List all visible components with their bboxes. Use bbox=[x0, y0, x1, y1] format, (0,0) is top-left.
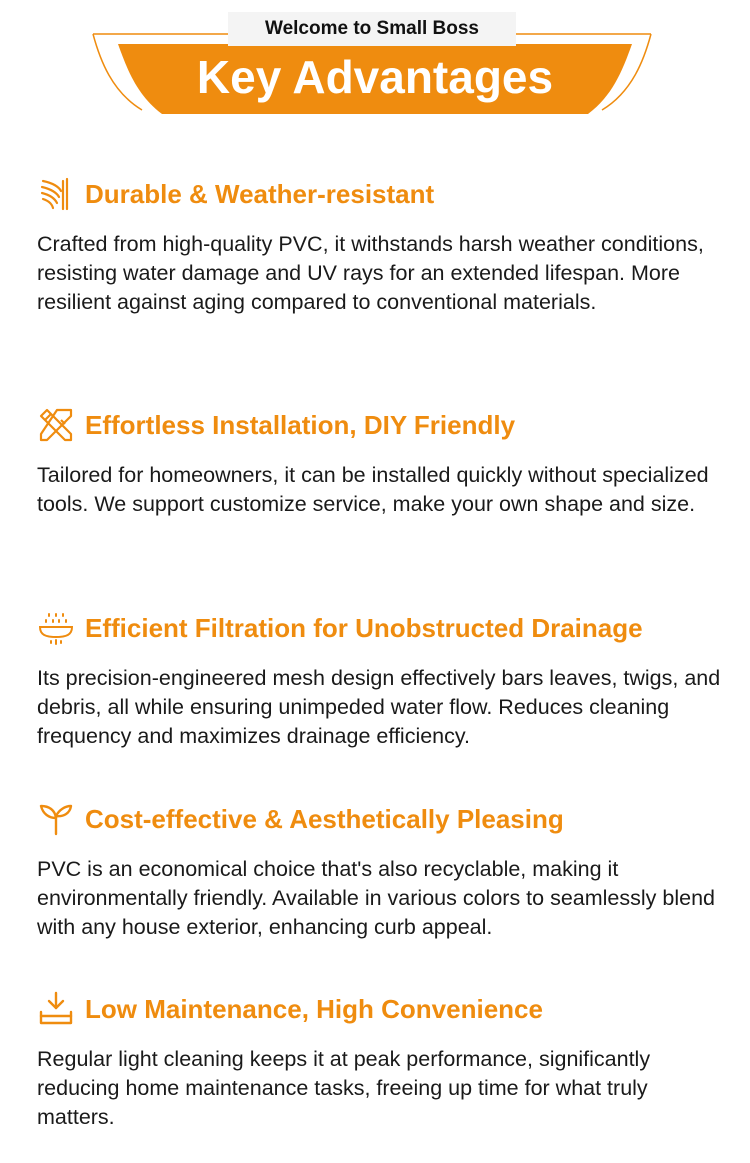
advantage-section-installation bbox=[37, 403, 727, 519]
section-body: Crafted from high-quality PVC, it withstands harsh weather conditions, resisting water damage and UV rays for an extended lifespan. More resilient against aging compared to conventional materials. bbox=[37, 232, 704, 314]
section-body: Regular light cleaning keeps it at peak performance, significantly reducing home maintenance tasks, freeing up time for what truly matters. bbox=[37, 1047, 651, 1129]
advantage-section-filtration bbox=[37, 606, 727, 751]
section-title: Low Maintenance, High Convenience bbox=[85, 993, 543, 1024]
subtitle: Welcome to Small Boss bbox=[228, 12, 516, 46]
header-banner bbox=[0, 0, 750, 130]
section-body: Its precision-engineered mesh design effectively bars leaves, twigs, and debris, all while ensuring unimpeded water flow. Reduces cleaning frequency and maximizes drainage efficiency. bbox=[37, 666, 721, 748]
advantage-section-maintenance bbox=[37, 987, 727, 1132]
section-title: Cost-effective & Aesthetically Pleasing bbox=[85, 803, 564, 834]
filter-icon bbox=[37, 609, 75, 647]
page-title: Key Advantages bbox=[196, 51, 554, 103]
section-title: Efficient Filtration for Unobstructed Drainage bbox=[85, 612, 643, 643]
sprout-icon bbox=[37, 800, 75, 838]
advantage-section-durable bbox=[37, 172, 727, 317]
section-title: Effortless Installation, DIY Friendly bbox=[85, 409, 516, 440]
section-body: Tailored for homeowners, it can be installed quickly without specialized tools. We support customize service, make your own shape and size. bbox=[37, 463, 709, 516]
section-body: PVC is an economical choice that's also recyclable, making it environmentally friendly. Available in various colors to seamlessly blend with any house exterior, enhancing curb appeal. bbox=[37, 857, 715, 939]
layers-shield-icon bbox=[37, 175, 75, 213]
advantage-section-cost bbox=[37, 797, 727, 942]
tools-icon bbox=[37, 406, 75, 444]
download-tray-icon bbox=[37, 990, 75, 1028]
section-title: Durable & Weather-resistant bbox=[85, 178, 435, 209]
